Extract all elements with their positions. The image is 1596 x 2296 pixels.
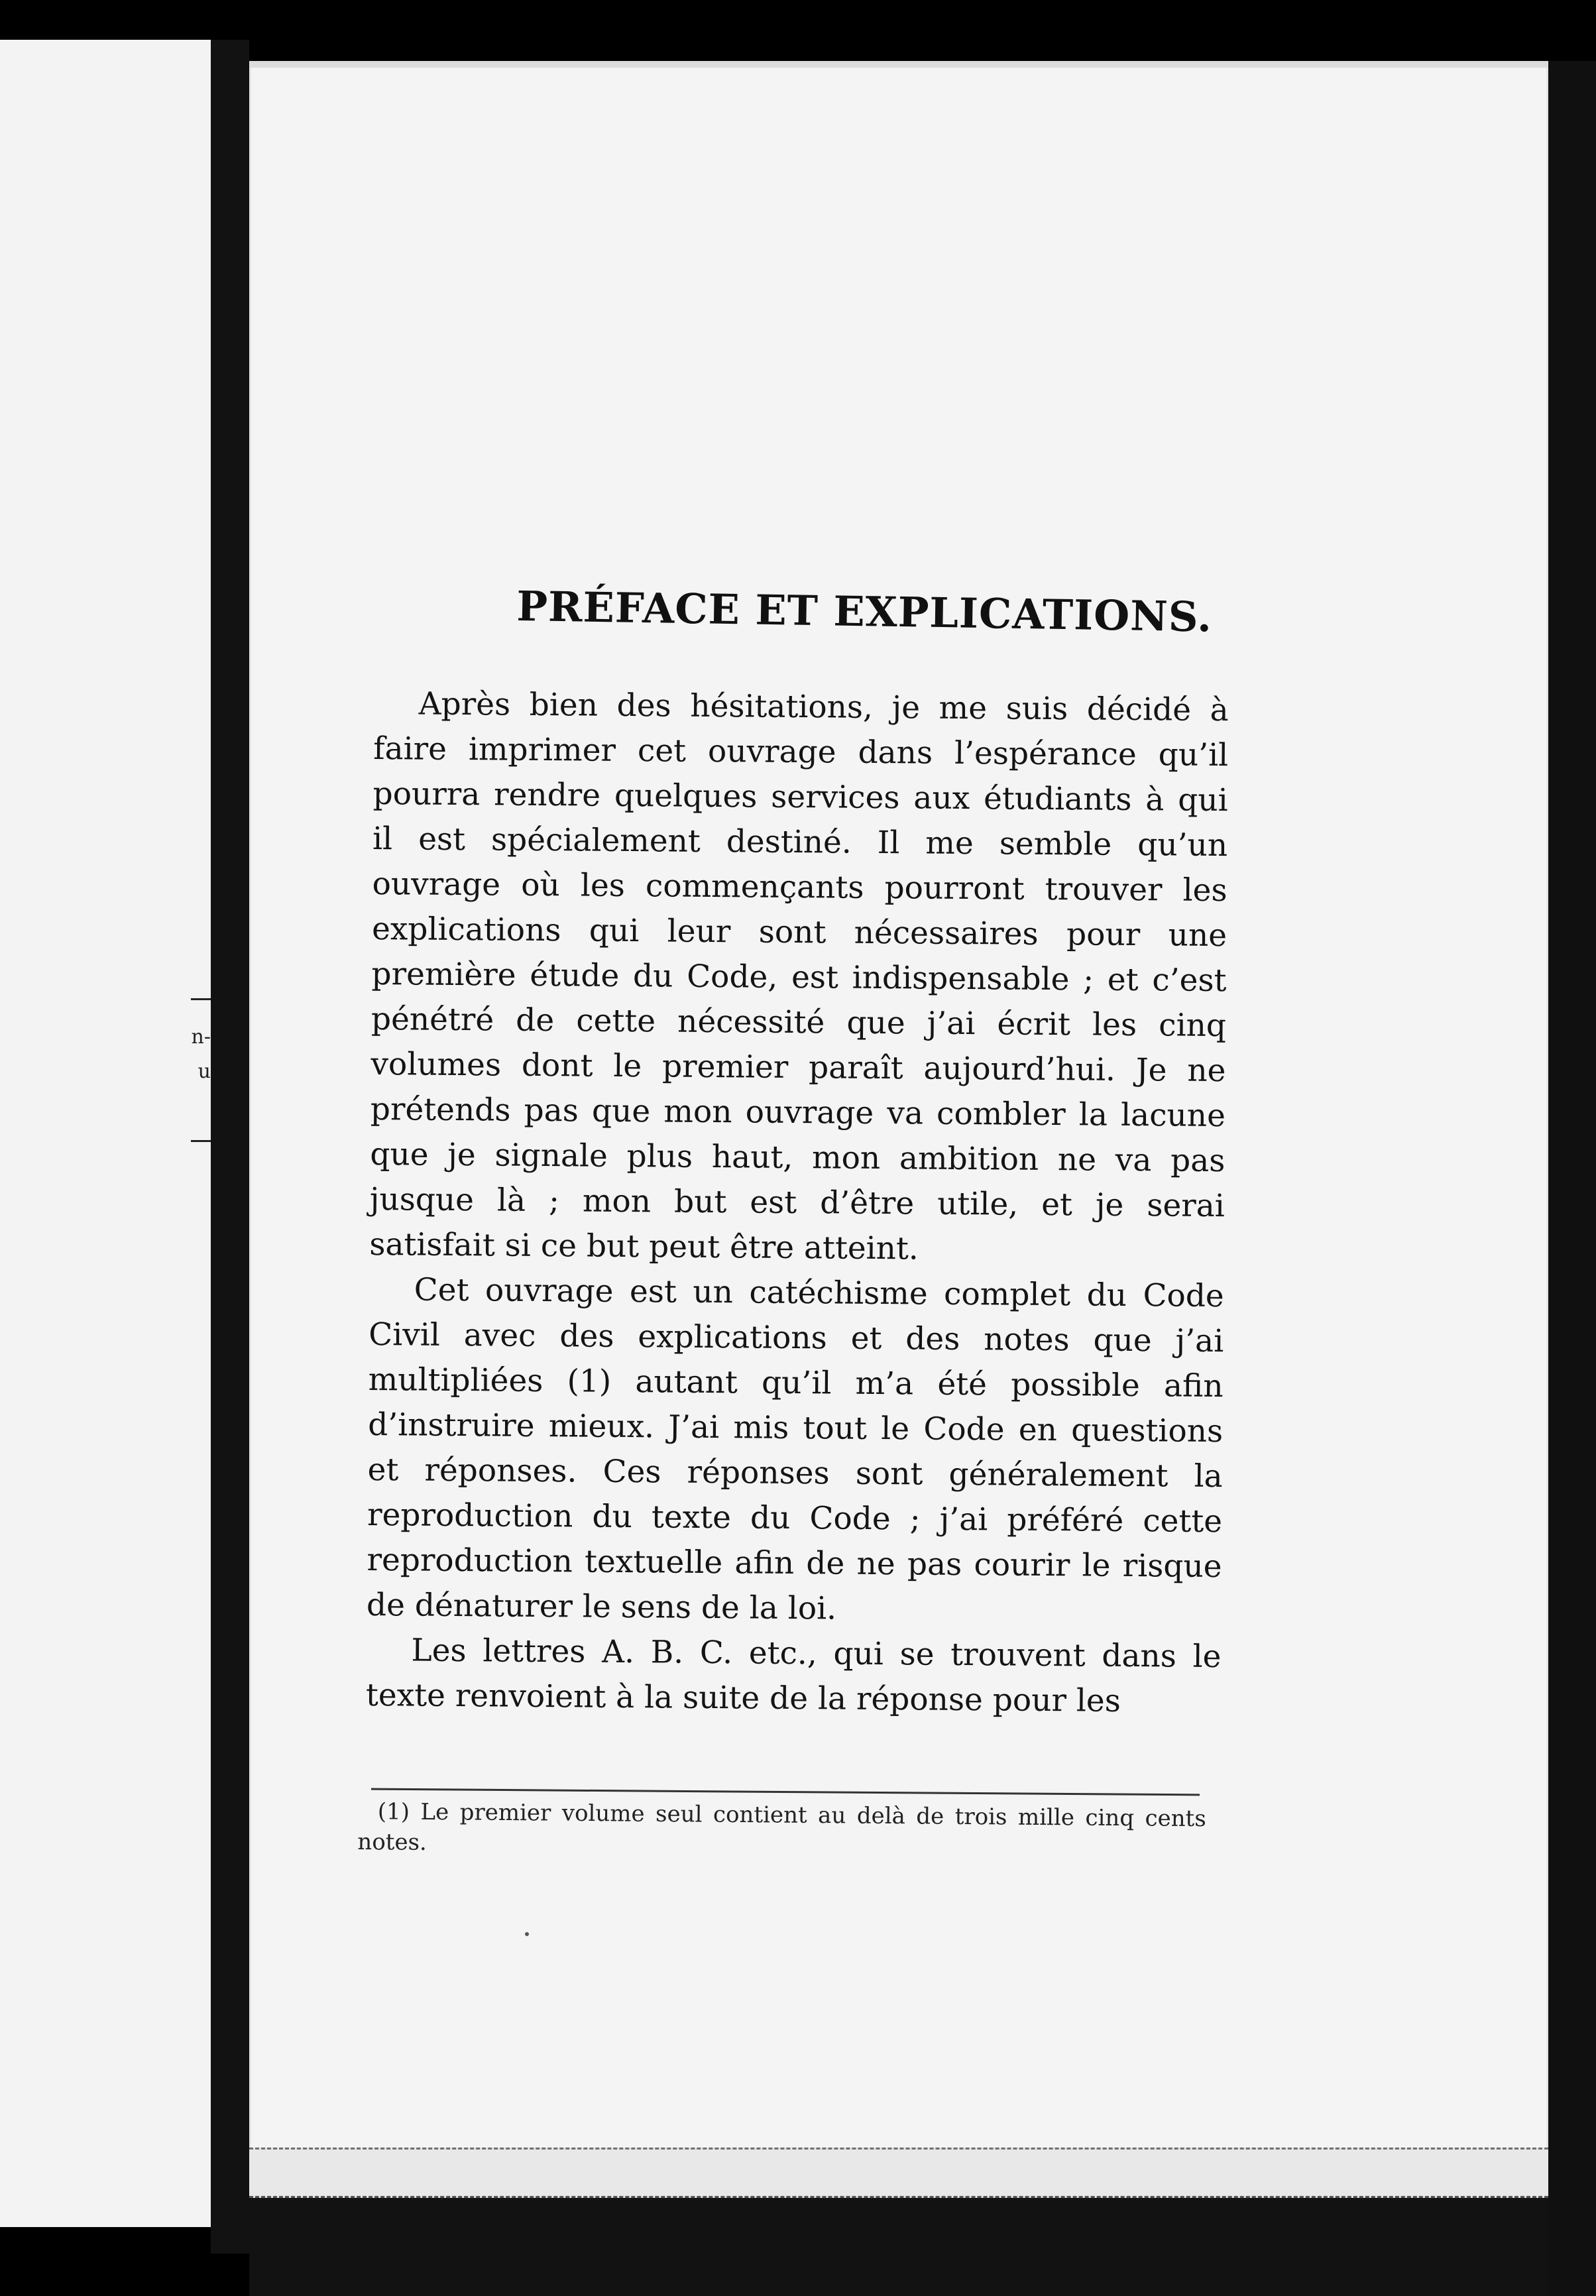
paper-speck [525, 1932, 529, 1936]
left-page-fragment-1: n- [191, 1025, 211, 1049]
paragraph-2: Cet ouvrage est un catéchisme complet du Code Civil avec des explications et des notes que j’ai multipliées (1) autant qu’il m’a été possible afin d’instruire mieux. J’ai mis tout le Code en questions et réponses. Ces réponses sont généralement la reproduction du texte du Code ; j’ai préféré cette reproduction textuelle afin de ne pas courir le risque de dénaturer le sens de la loi. [366, 1271, 1224, 1627]
right-shadow [1548, 61, 1596, 2296]
left-page-rule-top [191, 998, 211, 1000]
left-page [0, 40, 215, 2227]
left-page-fragment-2: u [198, 1060, 211, 1083]
body-text [366, 681, 1229, 1725]
paragraph-1: Après bien des hésitations, je me suis décidé à faire imprimer cet ouvrage dans l’espérance qu’il pourra rendre quelques services aux étudiants à qui il est spécialement destiné. Il me semble qu’un ouvrage où les commençants pourront trouver les explications qui leur sont nécessaires pour une première étude du Code, est indispensable ; et c’est pénétré de cette nécessité que j’ai écrit les cinq volumes dont le premier paraît aujourd’hui. Je ne prétends pas que mon ouvrage va combler la lacune que je signale plus haut, mon ambition ne va pas jusque là ; mon but est d’être utile, et je serai satisfait si ce but peut être atteint. [369, 685, 1229, 1267]
footnote: (1) Le premier volume seul contient au delà de trois mille cinq cents notes. [357, 1798, 1206, 1856]
paragraph-3: Les lettres A. B. C. etc., qui se trouvent dans le texte renvoient à la suite de la réponse pour les [365, 1632, 1222, 1719]
page-top-edge [249, 61, 1548, 68]
book-spine [211, 40, 249, 2254]
torn-paper-strip [249, 2148, 1548, 2198]
left-page-rule-bottom [191, 1140, 211, 1142]
page-title: PRÉFACE ET EXPLICATIONS. [516, 582, 1213, 642]
